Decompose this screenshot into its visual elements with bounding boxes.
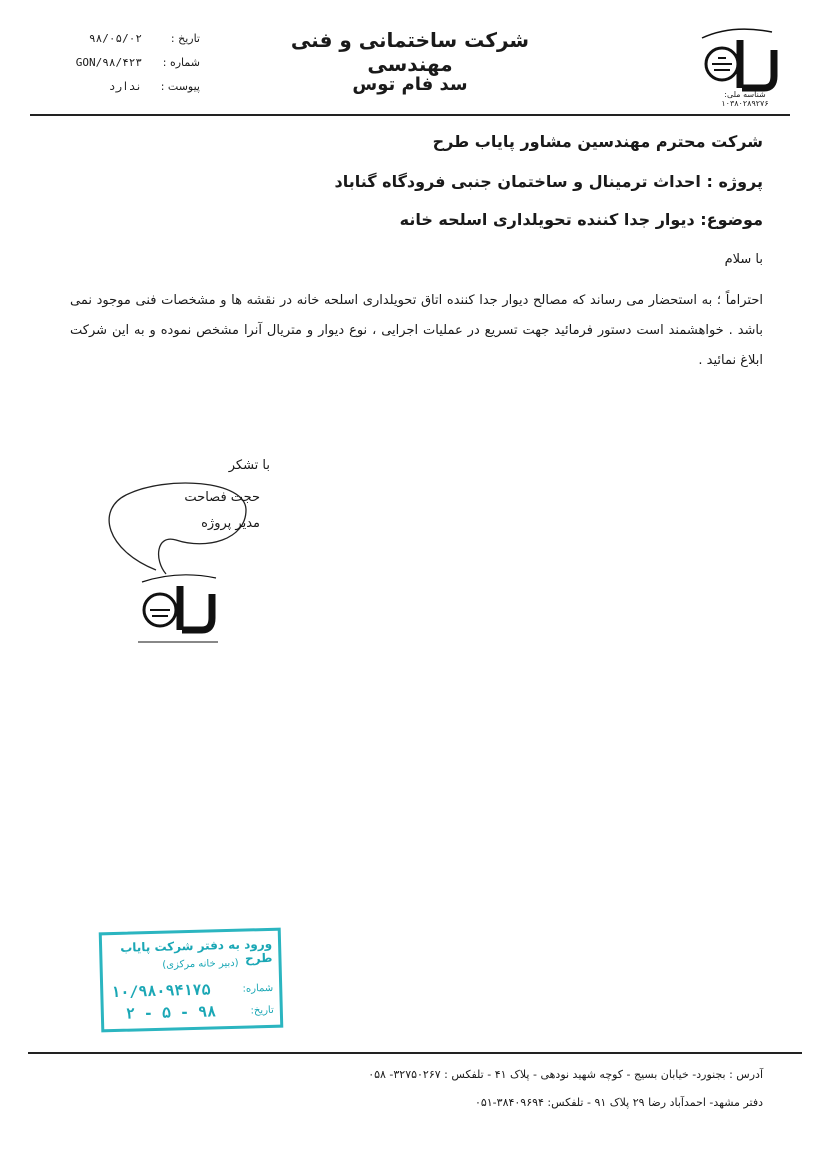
attachment-value: ندارد	[108, 80, 142, 93]
signature-thanks: با تشکر	[228, 458, 270, 473]
stamp-line2: (دبیر خانه مرکزی)	[162, 957, 239, 971]
stamp-date-label: تاریخ:	[250, 1004, 274, 1017]
company-name: شرکت ساختمانی و فنی مهندسی	[290, 28, 530, 76]
letter-body: احتراماً ؛ به استحضار می رساند که مصالح دیوار جدا کننده اتاق تحویلداری اسلحه خانه در نقشه ها و مشخصات فنی موجود نمی باشد . خواهشمند است دستور فرمائید جهت تسریع در عملیات اجرایی ، نوع دیوار و متریال آنرا مشخص نموده و به این شرکت ابلاغ نمائید .	[70, 293, 763, 368]
attachment-label: پیوست :	[160, 80, 200, 93]
number-label: شماره :	[162, 56, 200, 69]
company-seal-icon	[128, 566, 228, 648]
signature-title: مدیر پروژه	[201, 516, 260, 531]
number-value: GON/۹۸/۴۲۳	[75, 56, 142, 69]
stamp-date-value: ۹۸ - ۵ - ۲	[125, 1002, 217, 1023]
stamp-line1: ورود به دفتر شرکت پایاب طرح	[120, 936, 273, 966]
signature-name: حجت فصاحت	[184, 490, 260, 505]
stamp-number-value: ۱۰/۹۸۰۹۴۱۷۵	[111, 980, 211, 1002]
national-id: شناسه ملی: ۱۰۳۸۰۲۸۹۲۷۶	[721, 90, 769, 108]
footer-divider	[28, 1052, 802, 1054]
received-stamp	[99, 928, 284, 1033]
project-line: پروژه : احداث ترمینال و ساختمان جنبی فرودگاه گناباد	[334, 172, 763, 191]
subject-line: موضوع: دیوار جدا کننده تحویلداری اسلحه خانه	[399, 210, 763, 229]
header-divider	[30, 114, 790, 116]
addressee: شرکت محترم مهندسین مشاور پایاب طرح	[432, 132, 763, 151]
date-value: ۹۸/۰۵/۰۲	[89, 32, 142, 45]
stamp-number-label: شماره:	[242, 982, 274, 995]
footer-address-mashhad: دفتر مشهد- احمدآباد رضا ۲۹ پلاک ۹۱ - تلفکس: ۳۸۴۰۹۶۹۴-۰۵۱	[474, 1096, 763, 1109]
date-label: تاریخ :	[170, 32, 200, 45]
greeting: با سلام	[724, 252, 763, 267]
footer-address-main: آدرس : بجنورد- خیابان بسیج - کوچه شهید نودهی - پلاک ۴۱ - تلفکس : ۳۲۷۵۰۲۶۷- ۰۵۸	[368, 1068, 763, 1081]
company-subname: سد فام توس	[352, 74, 468, 95]
